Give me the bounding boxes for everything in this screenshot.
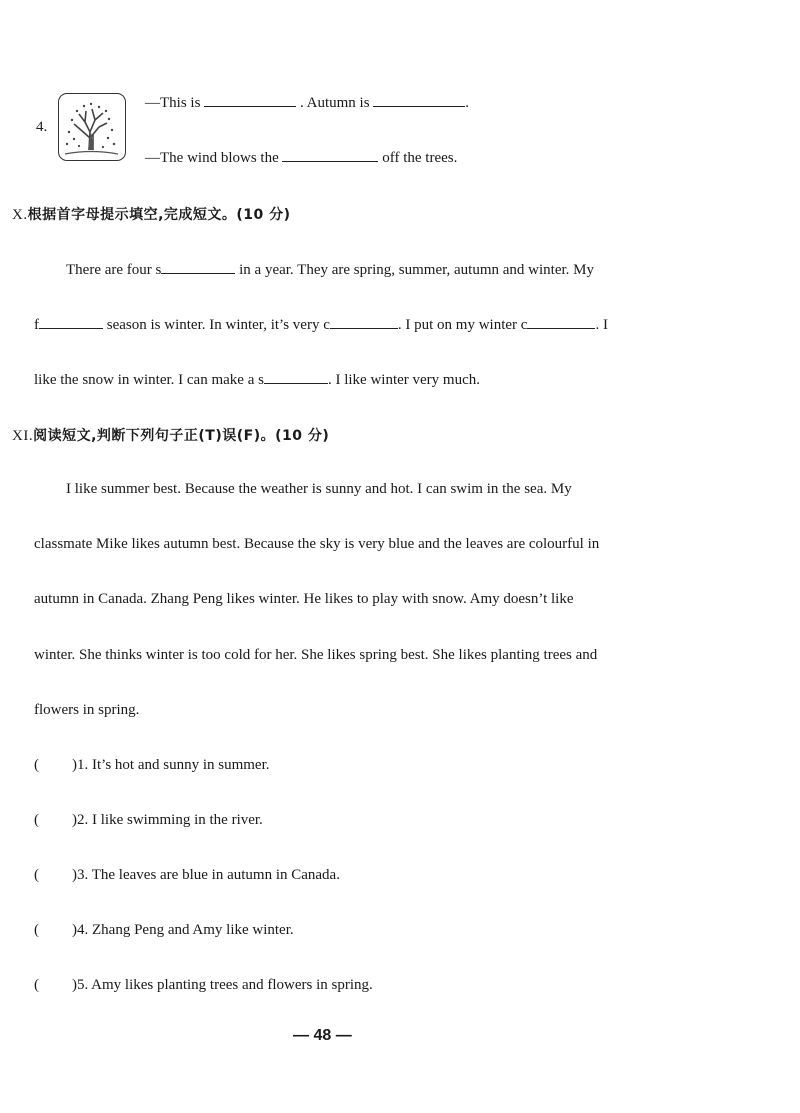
hint-letter: c [323, 317, 330, 333]
section-10-line-1 [66, 259, 594, 279]
answer-paren-open[interactable]: ( [34, 922, 39, 938]
answer-blank[interactable] [282, 147, 378, 162]
answer-blank[interactable] [161, 259, 235, 274]
tree-icon [59, 94, 124, 159]
answer-blank[interactable] [373, 92, 465, 107]
statement-text: 5. Amy likes planting trees and flowers in spring. [77, 977, 373, 993]
passage-line: autumn in Canada. Zhang Peng likes winter. He likes to play with snow. Amy doesn’t like [34, 591, 574, 607]
answer-paren-open[interactable]: ( [34, 977, 39, 993]
true-false-item-4 [34, 922, 294, 939]
s10-line2-a: season is winter. In winter, it’s very [106, 317, 320, 333]
statement-text: 3. The leaves are blue in autumn in Canada. [77, 867, 340, 883]
section-11-heading [12, 425, 329, 445]
s10-line3-a: like the snow in winter. I can make a [34, 372, 255, 388]
answer-blank[interactable] [39, 314, 103, 329]
hint-letter: s [258, 372, 264, 388]
autumn-tree-picture [58, 93, 126, 161]
q4-line2-part-b: off the trees. [382, 150, 458, 166]
passage-line: flowers in spring. [34, 702, 140, 718]
q4-line2-part-a: —The wind blows the [145, 150, 279, 166]
section-11-title: 阅读短文,判断下列句子正(T)误(F)。(10 分) [33, 428, 330, 444]
q4-line1-part-c: . [465, 95, 470, 111]
section-10-heading [12, 204, 291, 224]
statement-text: 4. Zhang Peng and Amy like winter. [77, 922, 294, 938]
answer-blank[interactable] [330, 314, 398, 329]
question-4-line-2 [145, 147, 457, 167]
q4-line1-part-a: —This is [145, 95, 201, 111]
answer-paren-open[interactable]: ( [34, 867, 39, 883]
section-10-line-3 [34, 369, 480, 389]
section-10-line-2 [34, 314, 608, 334]
answer-blank[interactable] [204, 92, 296, 107]
hint-letter: c [520, 317, 528, 333]
passage-line: winter. She thinks winter is too cold for her. She likes spring best. She likes planting trees and [34, 647, 598, 663]
statement-text: 2. I like swimming in the river. [77, 812, 263, 828]
true-false-item-2 [34, 812, 263, 829]
s10-line1-a: There are four [66, 262, 152, 278]
answer-paren-close: ) [72, 867, 77, 883]
section-11-numeral: XI. [12, 428, 34, 444]
answer-blank[interactable] [527, 314, 595, 329]
s10-line2-c: . I [595, 317, 608, 333]
answer-blank[interactable] [264, 369, 328, 384]
hint-letter: f [34, 317, 39, 333]
true-false-item-3 [34, 867, 340, 884]
section-10-numeral: X. [12, 207, 28, 223]
answer-paren-close: ) [72, 922, 77, 938]
answer-paren-close: ) [72, 812, 77, 828]
statement-text: 1. It’s hot and sunny in summer. [77, 757, 270, 773]
s10-line2-b: . I put on my winter [397, 317, 518, 333]
q4-line1-part-b: . Autumn is [299, 95, 370, 111]
true-false-item-1 [34, 757, 270, 774]
section-10-title: 根据首字母提示填空,完成短文。(10 分) [27, 207, 291, 223]
question-4-line-1 [145, 92, 469, 112]
s10-line3-b: . I like winter very much. [327, 372, 480, 388]
passage-line: I like summer best. Because the weather is sunny and hot. I can swim in the sea. My [66, 481, 572, 497]
question-4-number: 4. [36, 119, 48, 135]
true-false-item-5 [34, 977, 373, 994]
s10-line1-b: in a year. They are spring, summer, autumn and winter. My [239, 262, 594, 278]
passage-line: classmate Mike likes autumn best. Because the sky is very blue and the leaves are colourful in [34, 536, 600, 552]
answer-paren-open[interactable]: ( [34, 812, 39, 828]
page-number: — 48 — [293, 1027, 352, 1044]
hint-letter: s [155, 262, 162, 278]
answer-paren-open[interactable]: ( [34, 757, 39, 773]
answer-paren-close: ) [72, 757, 77, 773]
answer-paren-close: ) [72, 977, 77, 993]
